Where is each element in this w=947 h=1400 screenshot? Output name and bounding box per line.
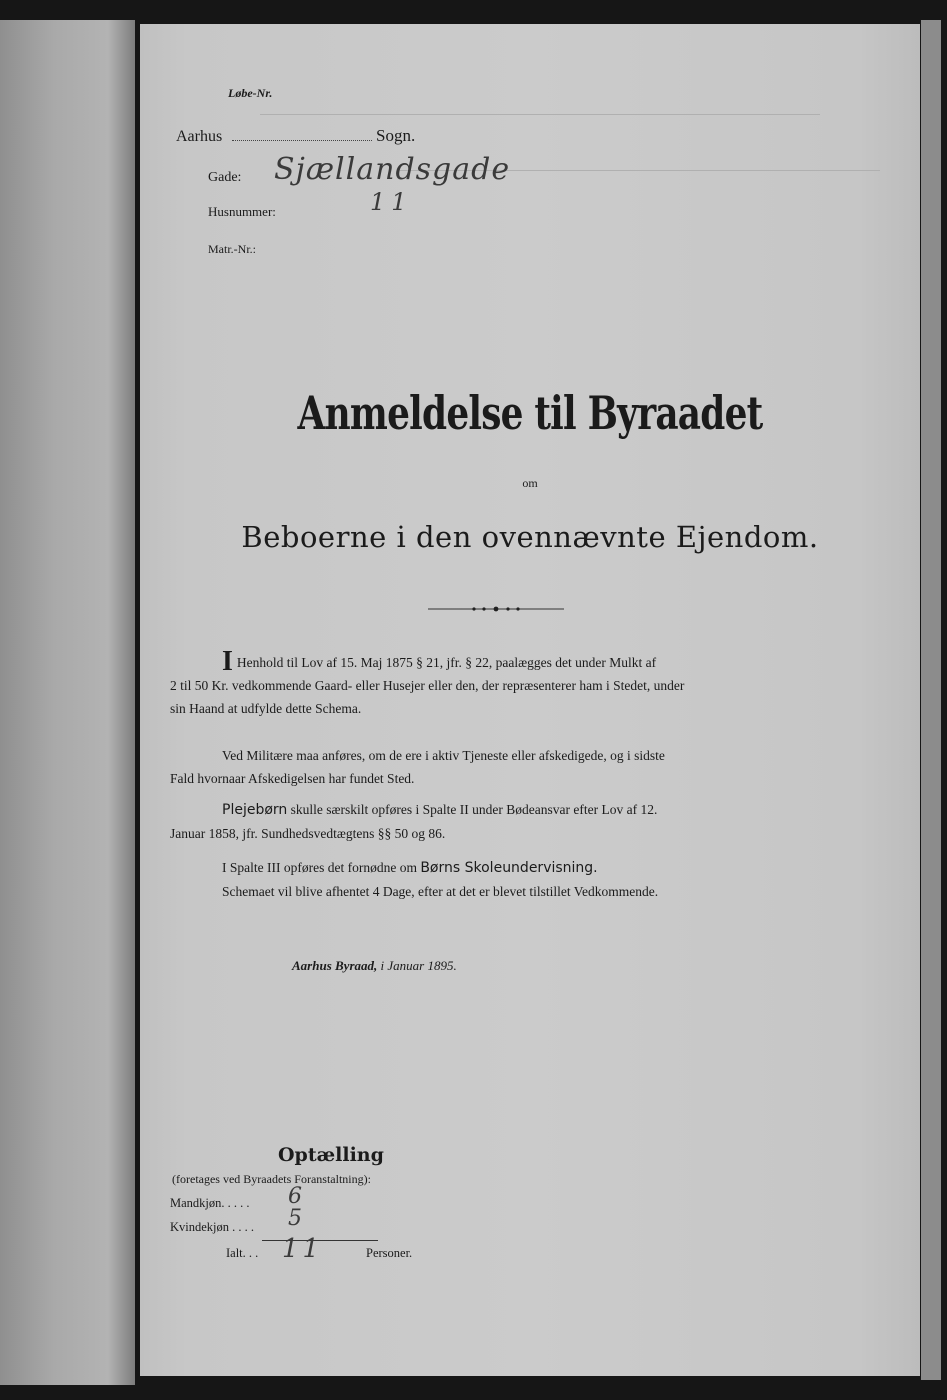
ornament-divider [428,606,564,612]
persons-label: Personer. [366,1246,413,1260]
form-title: Anmeldelse til Byraadet [297,386,763,440]
paragraph-line: Ved Militære maa anføres, om de ere i aktiv Tjeneste eller afskedigede, og i sidste [222,748,665,763]
city-label: Aarhus [176,128,223,145]
husnummer-value: 11 [370,188,413,216]
paragraph-military [170,744,830,790]
form-subtitle: Beboerne i den ovennævnte Ejendom. [241,520,819,554]
paragraph-line: Henhold til Lov af 15. Maj 1875 § 21, jfr. § 22, paalægges det under Mulkt af [236,655,657,670]
gade-label: Gade: [208,170,242,185]
paragraph-foster-children [170,798,830,845]
drop-cap: I [222,646,233,677]
emphasis-schooling: Børns Skoleundervisning. [420,860,598,876]
paragraph-line: 2 til 50 Kr. vedkommende Gaard- eller Husejer eller den, der repræsenterer ham i Stedet, under [170,678,685,693]
paragraph-line: Schemaet vil blive afhentet 4 Dage, efter at det er blevet tilstillet Vedkommende. [222,884,659,899]
sogn-fill-line [232,140,372,141]
emphasis-plejeborn: Plejebørn [222,802,288,818]
paragraph-line: Januar 1858, jfr. Sundhedsvedtægtens §§ 50 og 86. [170,826,446,841]
form-page [140,24,920,1376]
page-stack-edge [921,20,941,1380]
husnummer-label: Husnummer: [208,204,276,219]
bleed-through-line [260,114,820,115]
paragraph-collection [170,880,830,903]
male-count-value: 6 [288,1184,302,1209]
issuer-signature [292,958,457,974]
paragraph-schooling [170,856,830,880]
sogn-label: Sogn. [376,126,416,145]
total-count-value: 11 [282,1234,324,1264]
previous-page-edge [0,20,135,1385]
lobe-nr-label: Løbe-Nr. [228,86,273,100]
count-subtitle: (foretages ved Byraadets Foranstaltning): [172,1172,371,1186]
paragraph-line: skulle særskilt opføres i Spalte II under Bødeansvar efter Lov af 12. [290,802,658,817]
paragraph-line: Fald hvornaar Afskedigelsen har fundet Sted. [170,771,415,786]
paragraph-law [170,646,830,720]
title-connector: om [522,476,538,490]
total-count-label: Ialt. . . [226,1246,259,1260]
issue-date: i Januar 1895. [380,958,457,973]
female-count-label: Kvindekjøn . . . . [170,1220,255,1234]
paragraph-line: I Spalte III opføres det fornødne om [222,860,417,875]
count-title: Optælling [278,1144,384,1166]
female-count-value: 5 [288,1206,302,1231]
issuer-name: Aarhus Byraad, [292,958,378,973]
matr-nr-label: Matr.-Nr.: [208,242,256,256]
gade-value: Sjællandsgade [274,152,511,187]
male-count-label: Mandkjøn. . . . . [170,1196,250,1210]
paragraph-line: sin Haand at udfylde dette Schema. [170,701,362,716]
